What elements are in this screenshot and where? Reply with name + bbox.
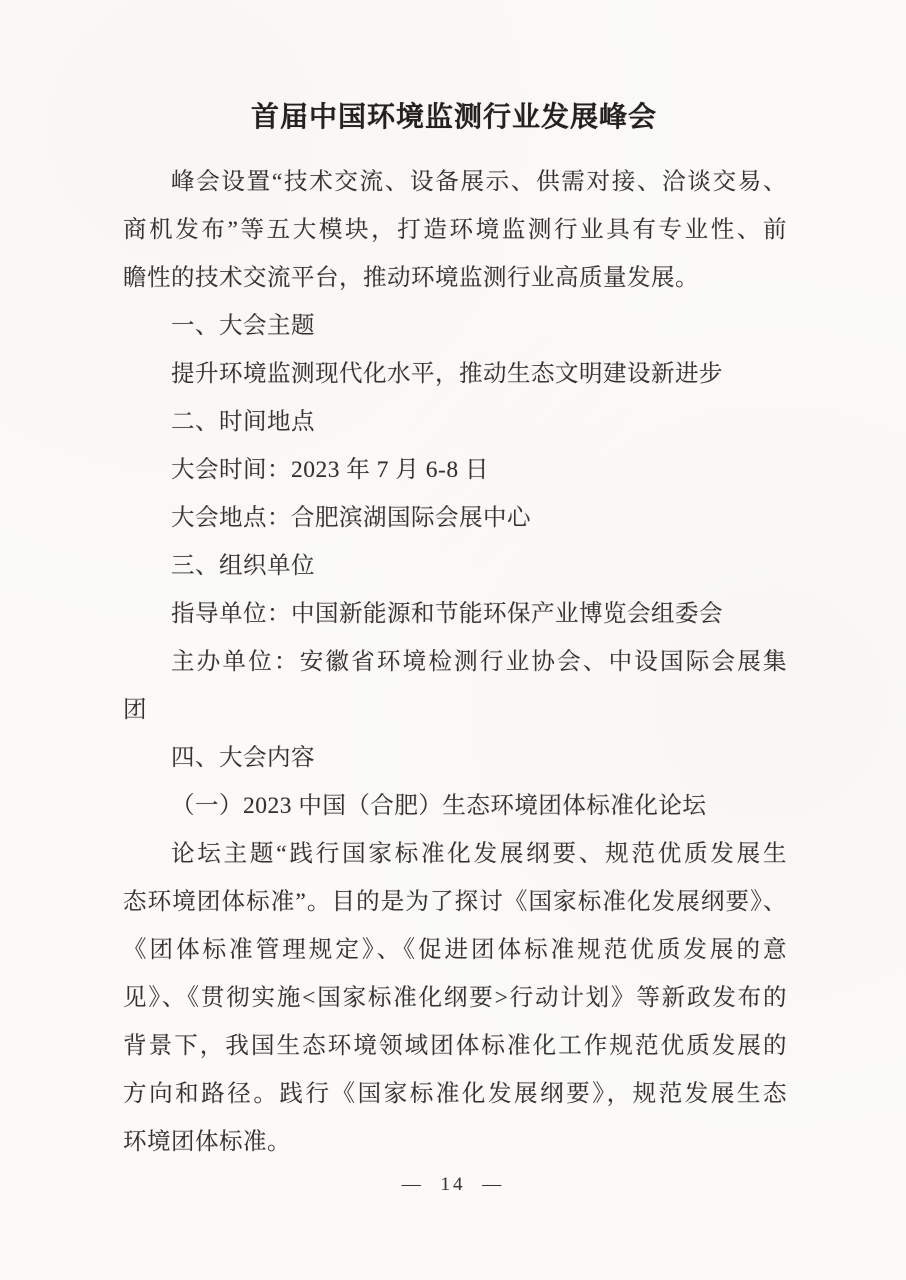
- text-line: 提升环境监测现代化水平，推动生态文明建设新进步: [171, 361, 723, 387]
- text-line: 《团体标准管理规定》、《促进团体标准规范优质发展的意: [123, 937, 787, 963]
- text-line: 环境团体标准。: [123, 1129, 291, 1155]
- text-line: 见》、《贯彻实施<国家标准化纲要>行动计划》等新政发布的: [123, 985, 787, 1011]
- text-line: 大会地点：合肥滨湖国际会展中心: [171, 505, 531, 531]
- text-line: 论坛主题“践行国家标准化发展纲要、规范优质发展生: [171, 841, 787, 867]
- text-line: 一、大会主题: [171, 313, 315, 339]
- text-line: （一）2023 中国（合肥）生态环境团体标准化论坛: [171, 793, 707, 819]
- page-number: — 14 —: [401, 1174, 505, 1195]
- text-line: 主办单位：安徽省环境检测行业协会、中设国际会展集: [171, 649, 787, 675]
- document-title: 首届中国环境监测行业发展峰会: [250, 102, 657, 133]
- text-line: 态环境团体标准”。目的是为了探讨《国家标准化发展纲要》、: [123, 889, 787, 915]
- document-body: [123, 158, 787, 1166]
- text-line: 商机发布”等五大模块，打造环境监测行业具有专业性、前: [123, 217, 787, 243]
- text-line: 大会时间：2023 年 7 月 6-8 日: [171, 457, 489, 483]
- text-line: 二、时间地点: [171, 409, 315, 435]
- text-line: 三、组织单位: [171, 553, 315, 579]
- text-line: 峰会设置“技术交流、设备展示、供需对接、洽谈交易、: [171, 169, 787, 195]
- text-line: 方向和路径。践行《国家标准化发展纲要》，规范发展生态: [123, 1081, 787, 1107]
- text-line: 四、大会内容: [171, 745, 315, 771]
- text-line: 瞻性的技术交流平台，推动环境监测行业高质量发展。: [123, 265, 699, 291]
- text-line: 背景下，我国生态环境领域团体标准化工作规范优质发展的: [123, 1033, 787, 1059]
- text-line: 团: [123, 697, 147, 723]
- text-line: 指导单位：中国新能源和节能环保产业博览会组委会: [171, 601, 723, 627]
